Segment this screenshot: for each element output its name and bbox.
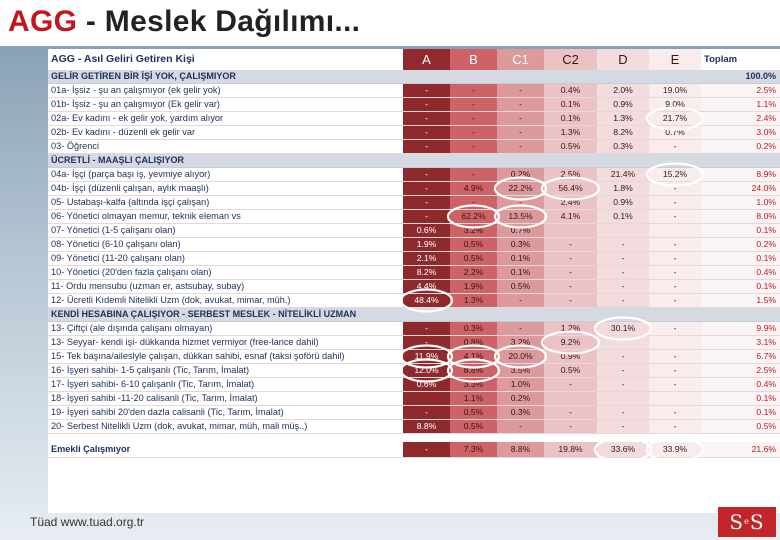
cell-d: - bbox=[597, 350, 649, 364]
row-label: 19- İşyeri sahibi 20'den dazla calisanli (Tic, Tarım, İmalat) bbox=[48, 406, 403, 420]
cell-total: 9.9% bbox=[701, 322, 780, 336]
cell-c2: 56.4% bbox=[544, 182, 597, 196]
cell-c1: - bbox=[497, 98, 544, 112]
cell-c2: 9.2% bbox=[544, 336, 597, 350]
row-label: 04b- İşçi (düzenli çalışan, aylık maaşlı) bbox=[48, 182, 403, 196]
cell-c2: - bbox=[544, 252, 597, 266]
table-row bbox=[48, 294, 780, 308]
table-row bbox=[48, 350, 780, 364]
cell-total: 2.5% bbox=[701, 84, 780, 98]
cell-total: 1.0% bbox=[701, 196, 780, 210]
row-label: 17- İşyeri sahibi- 6-10 çalışanlı (Tic, Tarım, İmalat) bbox=[48, 378, 403, 392]
row-label: 03- Öğrenci bbox=[48, 140, 403, 154]
cell-e: 15.2% bbox=[649, 168, 701, 182]
cell-e: 21.7% bbox=[649, 112, 701, 126]
cell-c1: - bbox=[497, 112, 544, 126]
cell-a: - bbox=[403, 196, 450, 210]
cell-d: 0.1% bbox=[597, 210, 649, 224]
cell-e: - bbox=[649, 294, 701, 308]
spacer-row bbox=[48, 434, 780, 443]
cell-b: 2.2% bbox=[450, 266, 497, 280]
table-row bbox=[48, 140, 780, 154]
cell-b: 0.5% bbox=[450, 238, 497, 252]
cell-b: 4.1% bbox=[450, 350, 497, 364]
title-accent: AGG bbox=[8, 5, 78, 38]
cell-e: - bbox=[649, 140, 701, 154]
table-row bbox=[48, 168, 780, 182]
cell-a: 8.2% bbox=[403, 266, 450, 280]
table-row bbox=[48, 378, 780, 392]
cell-c1: 0.1% bbox=[497, 252, 544, 266]
row-label: 07- Yönetici (1-5 çalışanı olan) bbox=[48, 224, 403, 238]
cell-c2: 1.2% bbox=[544, 322, 597, 336]
cell-total: 8.9% bbox=[701, 168, 780, 182]
cell-total: 0.5% bbox=[701, 420, 780, 434]
cell-d: 1.3% bbox=[597, 112, 649, 126]
section-row bbox=[48, 308, 780, 322]
cell-total: 0.1% bbox=[701, 406, 780, 420]
cell-c2: 0.9% bbox=[544, 350, 597, 364]
cell-d bbox=[597, 392, 649, 406]
cell-c2 bbox=[544, 224, 597, 238]
cell-b: - bbox=[450, 126, 497, 140]
cell-b: 3.2% bbox=[450, 224, 497, 238]
cell-total: 1.5% bbox=[701, 294, 780, 308]
cell-d: 2.0% bbox=[597, 84, 649, 98]
cell-c2: - bbox=[544, 378, 597, 392]
table-row bbox=[48, 210, 780, 224]
col-header-c2: C2 bbox=[544, 49, 597, 70]
section-total bbox=[701, 154, 780, 168]
cell-c1: 0.3% bbox=[497, 238, 544, 252]
table-row bbox=[48, 420, 780, 434]
cell-d: - bbox=[597, 378, 649, 392]
row-label: 15- Tek başına/aileslyle çalışan, dükkan sahibi, esnaf (taksi şoförü dahil) bbox=[48, 350, 403, 364]
cell-d bbox=[597, 336, 649, 350]
section-label: GELİR GETİREN BİR İŞİ YOK, ÇALIŞMIYOR bbox=[48, 70, 701, 84]
cell-a: - bbox=[403, 182, 450, 196]
cell-d: - bbox=[597, 406, 649, 420]
cell-a: - bbox=[403, 406, 450, 420]
table-row bbox=[48, 84, 780, 98]
cell-d: - bbox=[597, 364, 649, 378]
cell-c1: 0.5% bbox=[497, 280, 544, 294]
table-row bbox=[48, 196, 780, 210]
table-body bbox=[48, 70, 780, 458]
section-row bbox=[48, 154, 780, 168]
cell-b: 1.9% bbox=[450, 280, 497, 294]
cell-a: - bbox=[403, 112, 450, 126]
table-row bbox=[48, 336, 780, 350]
cell-a: - bbox=[403, 140, 450, 154]
cell-d: - bbox=[597, 252, 649, 266]
cell-b: 0.5% bbox=[450, 420, 497, 434]
cell-total: 3.0% bbox=[701, 126, 780, 140]
cell-e bbox=[649, 224, 701, 238]
cell-b: 62.2% bbox=[450, 210, 497, 224]
cell-b: - bbox=[450, 112, 497, 126]
occupation-table bbox=[48, 49, 780, 458]
cell-d: 1.8% bbox=[597, 182, 649, 196]
cell-total: 0.4% bbox=[701, 266, 780, 280]
cell-b: 3.3% bbox=[450, 378, 497, 392]
cell-a: 11.9% bbox=[403, 350, 450, 364]
cell-e: - bbox=[649, 406, 701, 420]
cell-total: 6.7% bbox=[701, 350, 780, 364]
cell-e bbox=[649, 336, 701, 350]
cell-e: 9.0% bbox=[649, 98, 701, 112]
cell-c1: - bbox=[497, 196, 544, 210]
cell-c1: 0.3% bbox=[497, 406, 544, 420]
cell-d: - bbox=[597, 280, 649, 294]
spacer-cell bbox=[48, 434, 780, 443]
cell-b: - bbox=[450, 168, 497, 182]
cell-total: 0.1% bbox=[701, 392, 780, 406]
cell-total: 3.1% bbox=[701, 336, 780, 350]
cell-a: - bbox=[403, 98, 450, 112]
cell-d: - bbox=[597, 420, 649, 434]
cell-b: 1.1% bbox=[450, 392, 497, 406]
cell-b: - bbox=[450, 196, 497, 210]
cell-b: - bbox=[450, 140, 497, 154]
cell-total: 0.4% bbox=[701, 378, 780, 392]
section-label: ÜCRETLİ - MAAŞLI ÇALIŞIYOR bbox=[48, 154, 701, 168]
row-label: 12- Ücretli Kıdemli Nitelikli Uzm (dok, avukat, mimar, müh.) bbox=[48, 294, 403, 308]
cell-e: - bbox=[649, 378, 701, 392]
occupation-table-sheet bbox=[48, 49, 780, 513]
cell-c2: 4.1% bbox=[544, 210, 597, 224]
cell-c2: 0.5% bbox=[544, 140, 597, 154]
row-label: 13- Seyyar- kendi işi- dükkanda hizmet vermiyor (free-lance dahil) bbox=[48, 336, 403, 350]
cell-c1: - bbox=[497, 322, 544, 336]
cell-a: 0.6% bbox=[403, 378, 450, 392]
cell-b: 7.3% bbox=[450, 442, 497, 458]
row-label: 02b- Ev kadını - düzenli ek gelir var bbox=[48, 126, 403, 140]
cell-c2: - bbox=[544, 294, 597, 308]
cell-total: 0.2% bbox=[701, 238, 780, 252]
row-label: 01b- İşsiz - şu an çalışmıyor (Ek gelir var) bbox=[48, 98, 403, 112]
cell-d: - bbox=[597, 266, 649, 280]
table-row bbox=[48, 224, 780, 238]
col-header-total: Toplam bbox=[701, 49, 780, 70]
col-header-d: D bbox=[597, 49, 649, 70]
retired-row bbox=[48, 442, 780, 458]
cell-a: 8.8% bbox=[403, 420, 450, 434]
footer-source: Tüad www.tuad.org.tr bbox=[30, 515, 145, 529]
cell-c1: - bbox=[497, 294, 544, 308]
cell-b: - bbox=[450, 98, 497, 112]
cell-e: - bbox=[649, 280, 701, 294]
section-row bbox=[48, 70, 780, 84]
cell-c2: - bbox=[544, 406, 597, 420]
cell-e: 19.0% bbox=[649, 84, 701, 98]
cell-a: 48.4% bbox=[403, 294, 450, 308]
cell-e: - bbox=[649, 182, 701, 196]
cell-c2: 0.4% bbox=[544, 84, 597, 98]
cell-d bbox=[597, 224, 649, 238]
cell-a: - bbox=[403, 168, 450, 182]
cell-b: 8.8% bbox=[450, 364, 497, 378]
slide-title bbox=[8, 5, 360, 39]
cell-total: 1.1% bbox=[701, 98, 780, 112]
row-label: 18- İşyeri sahibi -11-20 calisanli (Tic, Tarım, İmalat) bbox=[48, 392, 403, 406]
cell-b: 4.9% bbox=[450, 182, 497, 196]
table-row bbox=[48, 322, 780, 336]
table-caption: AGG - Asıl Geliri Getiren Kişi bbox=[48, 49, 403, 70]
cell-total: 0.2% bbox=[701, 140, 780, 154]
table-row bbox=[48, 112, 780, 126]
cell-total: 21.6% bbox=[701, 442, 780, 458]
cell-c2: - bbox=[544, 238, 597, 252]
row-label: 11- Ordu mensubu (uzman er, astsubay, subay) bbox=[48, 280, 403, 294]
col-header-b: B bbox=[450, 49, 497, 70]
cell-d: 30.1% bbox=[597, 322, 649, 336]
section-label: KENDİ HESABINA ÇALIŞIYOR - SERBEST MESLEK - NİTELİKLİ UZMAN bbox=[48, 308, 701, 322]
row-label: 04a- İşçi (parça başı iş, yevmiye alıyor) bbox=[48, 168, 403, 182]
cell-d: 0.9% bbox=[597, 98, 649, 112]
table-row bbox=[48, 392, 780, 406]
cell-c1: 0.2% bbox=[497, 168, 544, 182]
row-label: 08- Yönetici (6-10 çalışanı olan) bbox=[48, 238, 403, 252]
cell-b: 0.3% bbox=[450, 322, 497, 336]
cell-c2: 1.3% bbox=[544, 126, 597, 140]
section-total: 100.0% bbox=[701, 70, 780, 84]
cell-c1: 0.2% bbox=[497, 392, 544, 406]
cell-d: - bbox=[597, 238, 649, 252]
cell-d: 0.9% bbox=[597, 196, 649, 210]
row-label: Emekli Çalışmıyor bbox=[48, 442, 403, 458]
cell-c1: 8.8% bbox=[497, 442, 544, 458]
cell-a: 0.6% bbox=[403, 224, 450, 238]
table-row bbox=[48, 182, 780, 196]
row-label: 06- Yönetici olmayan memur, teknik eleman vs bbox=[48, 210, 403, 224]
cell-c1: 22.2% bbox=[497, 182, 544, 196]
cell-total: 0.1% bbox=[701, 224, 780, 238]
cell-d: - bbox=[597, 294, 649, 308]
cell-total: 2.5% bbox=[701, 364, 780, 378]
cell-e: 0.7% bbox=[649, 126, 701, 140]
cell-d: 8.2% bbox=[597, 126, 649, 140]
row-label: 16- İşyeri sahibi- 1-5 çalışanlı (Tic, Tarım, İmalat) bbox=[48, 364, 403, 378]
cell-e: 33.9% bbox=[649, 442, 701, 458]
cell-c2: 2.5% bbox=[544, 168, 597, 182]
table-row bbox=[48, 280, 780, 294]
cell-a: 12.0% bbox=[403, 364, 450, 378]
cell-a bbox=[403, 392, 450, 406]
cell-c1: 0.1% bbox=[497, 266, 544, 280]
table-header-row bbox=[48, 49, 780, 70]
cell-total: 2.4% bbox=[701, 112, 780, 126]
cell-b: - bbox=[450, 84, 497, 98]
cell-e: - bbox=[649, 322, 701, 336]
table-row bbox=[48, 364, 780, 378]
cell-c2: - bbox=[544, 280, 597, 294]
cell-e: - bbox=[649, 252, 701, 266]
cell-c2: 0.5% bbox=[544, 364, 597, 378]
cell-total: 8.0% bbox=[701, 210, 780, 224]
cell-c1: - bbox=[497, 126, 544, 140]
cell-b: 0.5% bbox=[450, 406, 497, 420]
cell-d: 21.4% bbox=[597, 168, 649, 182]
cell-total: 0.1% bbox=[701, 252, 780, 266]
cell-e: - bbox=[649, 364, 701, 378]
cell-c1: - bbox=[497, 84, 544, 98]
cell-d: 0.3% bbox=[597, 140, 649, 154]
cell-b: 0.8% bbox=[450, 336, 497, 350]
cell-c2: - bbox=[544, 420, 597, 434]
table-row bbox=[48, 266, 780, 280]
cell-e: - bbox=[649, 350, 701, 364]
cell-e: - bbox=[649, 238, 701, 252]
cell-total: 24.0% bbox=[701, 182, 780, 196]
cell-c1: - bbox=[497, 420, 544, 434]
cell-c2: 2.4% bbox=[544, 196, 597, 210]
cell-a: - bbox=[403, 210, 450, 224]
col-header-e: E bbox=[649, 49, 701, 70]
cell-a: 1.9% bbox=[403, 238, 450, 252]
cell-c1: 13.5% bbox=[497, 210, 544, 224]
cell-c1: 20.0% bbox=[497, 350, 544, 364]
table-row bbox=[48, 238, 780, 252]
cell-total: 0.1% bbox=[701, 280, 780, 294]
cell-a: 2.1% bbox=[403, 252, 450, 266]
cell-c1: 3.2% bbox=[497, 336, 544, 350]
cell-e: - bbox=[649, 266, 701, 280]
cell-a: - bbox=[403, 126, 450, 140]
title-rest: - Meslek Dağılımı... bbox=[77, 5, 361, 38]
cell-c2: 0.1% bbox=[544, 98, 597, 112]
table-row bbox=[48, 406, 780, 420]
row-label: 05- Ustabaşı-kalfa (altında işçi çalışan) bbox=[48, 196, 403, 210]
col-header-c1: C1 bbox=[497, 49, 544, 70]
ses-logo: $S^eS$ bbox=[718, 507, 776, 537]
table-row bbox=[48, 126, 780, 140]
cell-b: 0.5% bbox=[450, 252, 497, 266]
col-header-a: A bbox=[403, 49, 450, 70]
cell-a: - bbox=[403, 442, 450, 458]
cell-c1: 1.0% bbox=[497, 378, 544, 392]
cell-a: - bbox=[403, 322, 450, 336]
cell-c2: 19.8% bbox=[544, 442, 597, 458]
table-row bbox=[48, 252, 780, 266]
section-total bbox=[701, 308, 780, 322]
cell-e: - bbox=[649, 420, 701, 434]
cell-a: - bbox=[403, 84, 450, 98]
cell-c2: 0.1% bbox=[544, 112, 597, 126]
row-label: 09- Yönetici (11-20 çalışanı olan) bbox=[48, 252, 403, 266]
cell-c2 bbox=[544, 392, 597, 406]
cell-d: 33.6% bbox=[597, 442, 649, 458]
row-label: 01a- İşsiz - şu an çalışmıyor (ek gelir yok) bbox=[48, 84, 403, 98]
table-row bbox=[48, 98, 780, 112]
cell-b: 1.3% bbox=[450, 294, 497, 308]
cell-e bbox=[649, 392, 701, 406]
row-label: 10- Yönetici (20'den fazla çalışanı olan) bbox=[48, 266, 403, 280]
cell-e: - bbox=[649, 210, 701, 224]
row-label: 13- Çiftçi (ale dışında çalışanı olmayan) bbox=[48, 322, 403, 336]
cell-e: - bbox=[649, 196, 701, 210]
cell-a: - bbox=[403, 336, 450, 350]
cell-c2: - bbox=[544, 266, 597, 280]
cell-c1: 3.5% bbox=[497, 364, 544, 378]
cell-a: 4.4% bbox=[403, 280, 450, 294]
row-label: 20- Serbest Nitelikli Uzm (dok, avukat, mimar, müh, mali müş..) bbox=[48, 420, 403, 434]
row-label: 02a- Ev kadını - ek gelir yok, yardım alıyor bbox=[48, 112, 403, 126]
cell-c1: - bbox=[497, 140, 544, 154]
cell-c1: 0.7% bbox=[497, 224, 544, 238]
